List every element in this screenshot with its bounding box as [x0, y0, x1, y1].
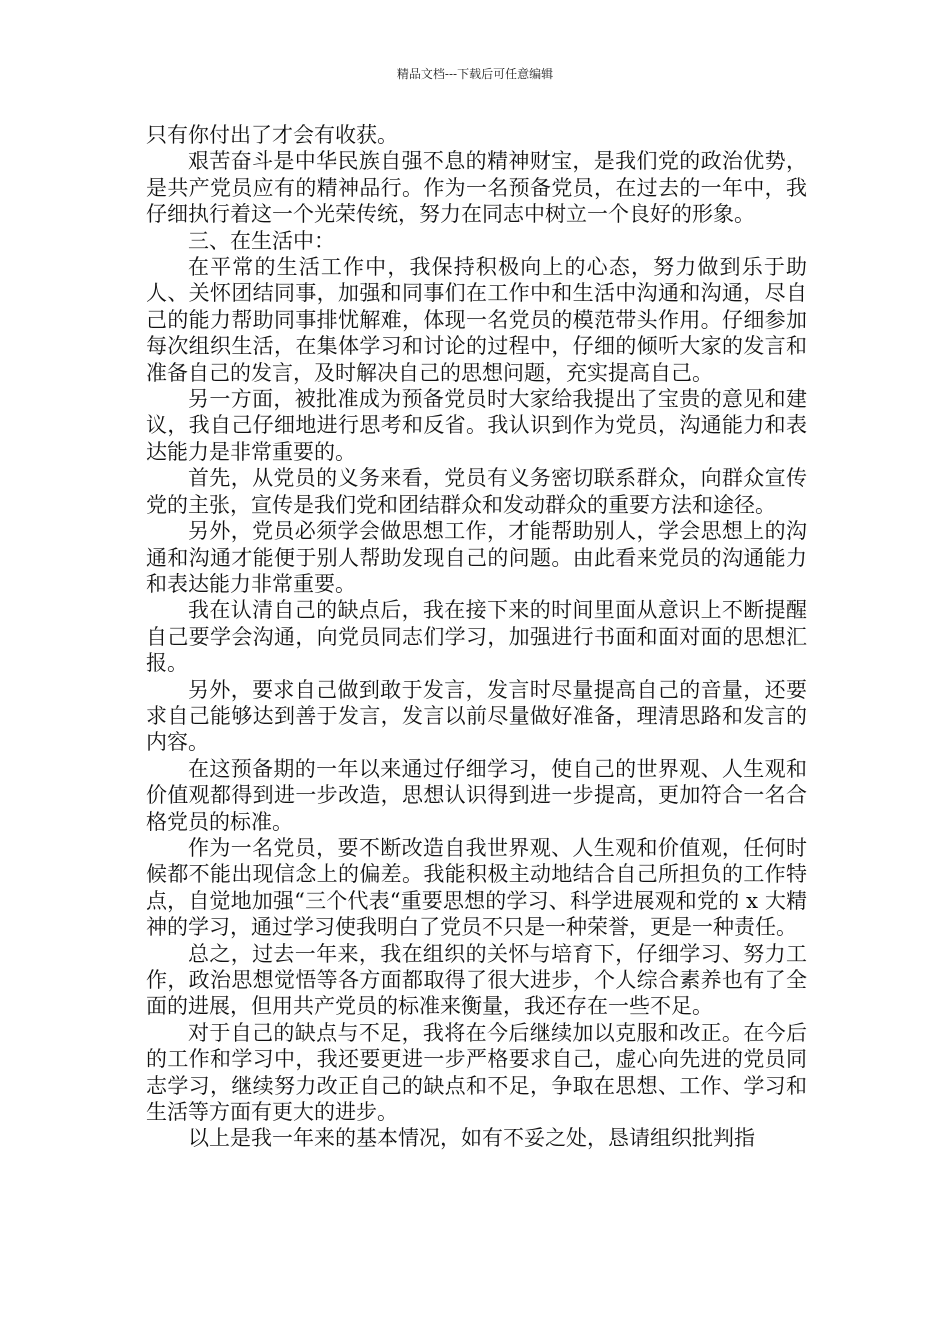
paragraph: 另外，要求自己做到敢于发言，发言时尽量提高自己的音量，还要求自己能够达到善于发言，发言以前尽量做好准备，理清思路和发言的内容。 — [146, 677, 807, 755]
paragraph: 在平常的生活工作中，我保持积极向上的心态，努力做到乐于助人、关怀团结同事，加强和同事们在工作中和生活中沟通和沟通，尽自己的能力帮助同事排忧解难，体现一名党员的模范带头作用。仔细参加每次组织生活，在集体学习和讨论的过程中，仔细的倾听大家的发言和准备自己的发言，及时解决自己的思想问题，充实提高自己。 — [146, 255, 807, 385]
paragraph: 以上是我一年来的基本情况，如有不妥之处，恳请组织批判指 — [188, 1126, 755, 1151]
paragraph: 只有你付出了才会有收获。 — [146, 123, 398, 147]
paragraph: 另外，党员必须学会做思想工作，才能帮助别人，学会思想上的沟通和沟通才能便于别人帮助发现自己的问题。由此看来党员的沟通能力和表达能力非常重要。 — [146, 519, 807, 596]
paragraph: 总之，过去一年来，我在组织的关怀与培育下，仔细学习、努力工作，政治思想觉悟等各方面都取得了很大进步，个人综合素养也有了全面的进展，但用共产党员的标准来衡量，我还存在一些不足。 — [146, 941, 807, 1019]
page-header: 精品文档---下载后可任意编辑 — [396, 67, 554, 81]
paragraph: 艰苦奋斗是中华民族自强不息的精神财宝，是我们党的政治优势，是共产党员应有的精神品行。作为一名预备党员，在过去的一年中，我仔细执行着这一个光荣传统，努力在同志中树立一个良好的形象。 — [146, 149, 807, 227]
document-body — [146, 122, 807, 1152]
paragraph: 对于自己的缺点与不足，我将在今后继续加以克服和改正。在今后的工作和学习中，我还要更进一步严格要求自己，虚心向先进的党员同志学习，继续努力改正自己的缺点和不足，争取在思想、工作、学习和生活等方面有更大的进步。 — [146, 1020, 807, 1125]
paragraph: 另一方面，被批准成为预备党员时大家给我提出了宝贵的意见和建议，我自己仔细地进行思考和反省。我认识到作为党员，沟通能力和表达能力是非常重要的。 — [146, 387, 807, 464]
paragraph: 首先，从党员的义务来看，党员有义务密切联系群众，向群众宣传党的主张，宣传是我们党和团结群众和发动群众的重要方法和途径。 — [146, 466, 807, 517]
paragraph: 作为一名党员，要不断改造自我世界观、人生观和价值观，任何时候都不能出现信念上的偏差。我能积极主动地结合自己所担负的工作特点，自觉地加强“三个代表“重要思想的学习、科学进展观和党的 x 大精神的学习，通过学习使我明白了党员不只是一种荣誉，更是一种责任。 — [146, 835, 807, 940]
paragraph: 我在认清自己的缺点后，我在接下来的时间里面从意识上不断提醒自己要学会沟通，向党员同志们学习，加强进行书面和面对面的思想汇报。 — [146, 598, 807, 676]
paragraph: 在这预备期的一年以来通过仔细学习，使自己的世界观、人生观和价值观都得到进一步改造，思想认识得到进一步提高，更加符合一名合格党员的标准。 — [146, 756, 807, 834]
section-heading: 三、在生活中： — [188, 228, 335, 253]
